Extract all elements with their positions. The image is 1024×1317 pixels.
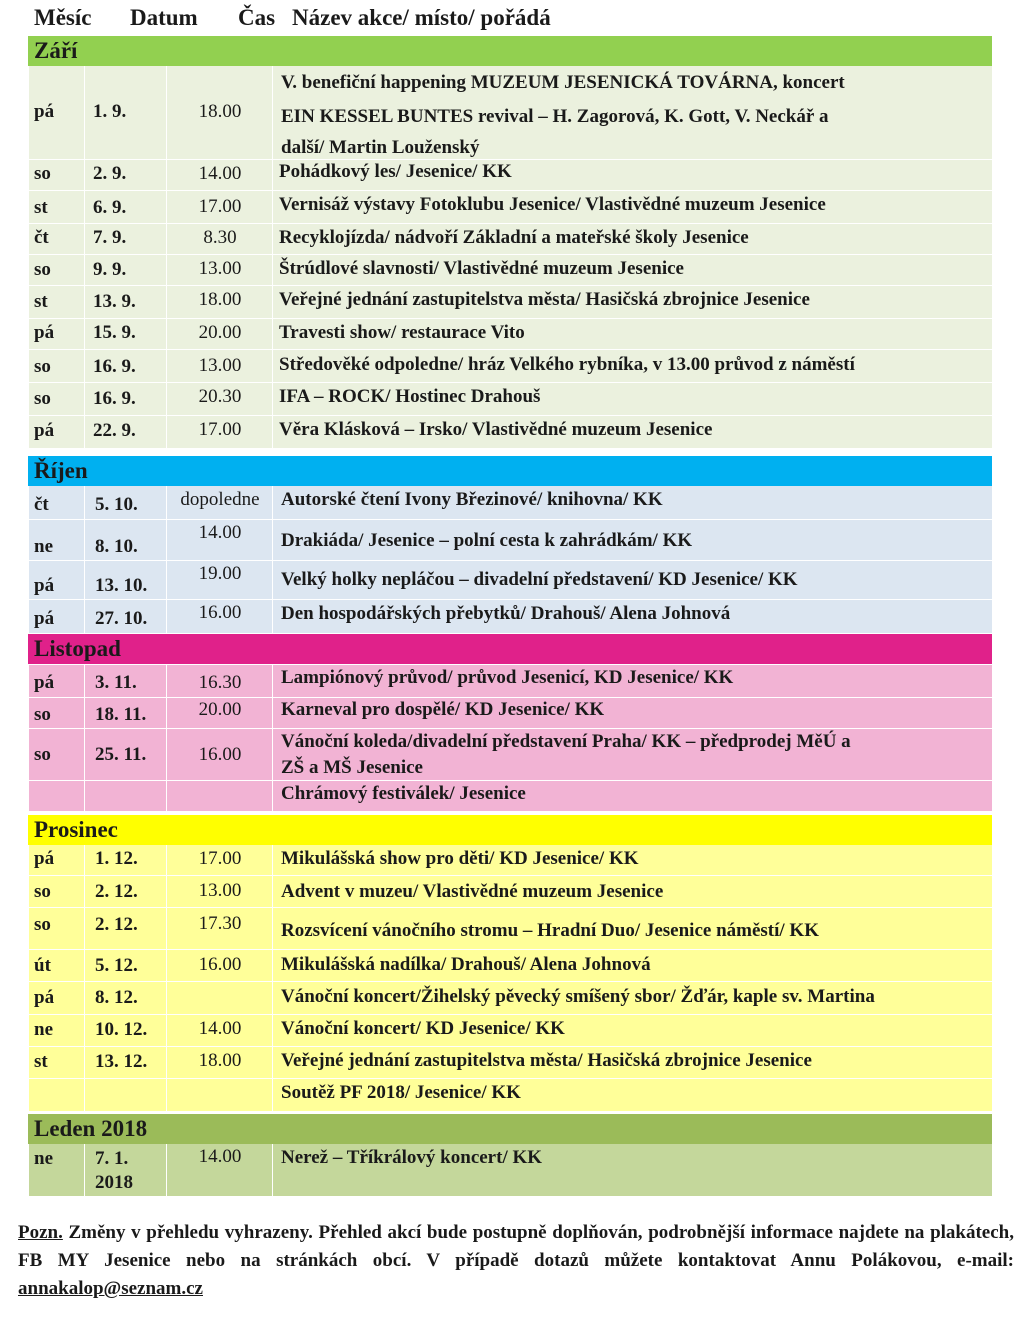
event-label: IFA – ROCK/ Hostinec Drahouš (279, 386, 541, 407)
date-label: 13. 9. (93, 291, 136, 312)
event-label: Advent v muzeu/ Vlastivědné muzeum Jesenice (281, 881, 664, 902)
event-label: Věra Klásková – Irsko/ Vlastivědné muzeum Jesenice (279, 419, 713, 440)
table-row (28, 319, 992, 349)
table-row (28, 286, 992, 318)
section-title-prosinec: Prosinec (28, 815, 992, 845)
day-label: pá (34, 575, 55, 596)
event-label: Drakiáda/ Jesenice – polní cesta k zahrádkám/ KK (281, 530, 693, 551)
date-label: 2. 9. (93, 163, 127, 184)
table-row (28, 665, 992, 697)
table-row (28, 561, 992, 599)
table-row (28, 781, 992, 811)
section-title-rijen: Říjen (28, 456, 992, 486)
table-row (28, 350, 992, 382)
date-label: 22. 9. (93, 420, 136, 441)
day-label: pá (34, 420, 55, 441)
day-label: so (34, 744, 51, 765)
day-label: so (34, 259, 51, 280)
day-label: ne (34, 1019, 53, 1040)
table-row (28, 600, 992, 633)
event-label: V. benefiční happening MUZEUM JESENICKÁ TOVÁRNA, koncert EIN KESSEL BUNTES revival – H. Zagorová, K. Gott, V. Neckář a další/ Martin Louženský (281, 72, 845, 158)
event-label: Vernisáž výstavy Fotoklubu Jesenice/ Vlastivědné muzeum Jesenice (279, 194, 826, 215)
date-year-label: 2018 (95, 1172, 133, 1193)
date-label: 16. 9. (93, 388, 136, 409)
event-label: Nerež – Tříkrálový koncert/ KK (281, 1147, 543, 1168)
event-label: Velký holky nepláčou – divadelní představení/ KD Jesenice/ KK (281, 569, 798, 590)
day-label: pá (34, 101, 55, 122)
table-row (28, 191, 992, 223)
day-label: so (34, 704, 51, 725)
time-label: 18.00 (198, 289, 242, 310)
day-label: pá (34, 608, 55, 629)
date-label: 1. 9. (93, 101, 127, 122)
time-label: 14.00 (198, 522, 242, 543)
date-label: 6. 9. (93, 197, 127, 218)
day-label: so (34, 388, 51, 409)
section-title-zari: Září (28, 36, 992, 66)
email-link[interactable]: annakalop@seznam.cz (18, 1278, 203, 1299)
event-label: Lampiónový průvod/ průvod Jesenicí, KD Jesenice/ KK (281, 667, 734, 688)
footnote-text: Změny v přehledu vyhrazeny. Přehled akcí bude postupně doplňován, podrobnější informace najdete na plakátech, FB MY Jesenice nebo na stránkách obcí. V případě dotazů můžete kontaktovat Annu Polákovou, e-mail: (18, 1222, 1014, 1271)
table-row (28, 908, 992, 949)
table-row (28, 698, 992, 728)
table-row (28, 950, 992, 981)
time-label: 18.00 (198, 101, 242, 122)
table-row (28, 876, 992, 907)
event-label: Pohádkový les/ Jesenice/ KK (279, 161, 512, 182)
day-label: čt (34, 227, 49, 248)
date-label: 15. 9. (93, 322, 136, 343)
time-label: 17.00 (198, 419, 242, 440)
day-label: ne (34, 1148, 53, 1169)
table-row (28, 1079, 992, 1111)
time-label: 19.00 (198, 563, 242, 584)
table-row (28, 729, 992, 780)
time-label: 8.30 (203, 227, 237, 248)
date-label: 1. 12. (95, 848, 138, 869)
event-label: Autorské čtení Ivony Březinové/ knihovna/ KK (281, 489, 663, 510)
table-row (28, 845, 992, 875)
time-label: 13.00 (198, 258, 242, 279)
table-row (28, 982, 992, 1014)
column-header-month: Měsíc (34, 5, 92, 30)
event-label: Mikulášská nadílka/ Drahouš/ Alena Johnová (281, 954, 651, 975)
time-label: 16.00 (198, 744, 242, 765)
time-label: 13.00 (198, 880, 242, 901)
date-label: 3. 11. (95, 672, 137, 693)
date-label: 7. 1. (95, 1148, 129, 1169)
section-title-leden: Leden 2018 (28, 1114, 992, 1144)
time-label: 20.00 (198, 322, 242, 343)
time-label: 20.30 (198, 386, 242, 407)
event-label: Vánoční koncert/ KD Jesenice/ KK (281, 1018, 565, 1039)
day-cell (28, 66, 84, 159)
event-label: Mikulášská show pro děti/ KD Jesenice/ KK (281, 848, 639, 869)
time-label: 13.00 (198, 355, 242, 376)
day-label: st (34, 291, 48, 312)
date-label: 16. 9. (93, 356, 136, 377)
time-label: 14.00 (198, 1146, 242, 1167)
day-label: pá (34, 848, 55, 869)
time-label: 17.30 (198, 913, 242, 934)
date-label: 8. 10. (95, 536, 138, 557)
date-label: 5. 12. (95, 955, 138, 976)
date-label: 9. 9. (93, 259, 127, 280)
table-row (28, 255, 992, 285)
event-cell (272, 66, 992, 159)
table-row (28, 1015, 992, 1046)
column-header-name: Název akce/ místo/ pořádá (292, 5, 551, 30)
event-label: Chrámový festiválek/ Jesenice (281, 783, 526, 804)
day-label: so (34, 881, 51, 902)
event-label: Travesti show/ restaurace Vito (279, 322, 525, 343)
table-row (28, 1047, 992, 1078)
time-label: 17.00 (198, 196, 242, 217)
day-label: so (34, 356, 51, 377)
event-label: Rozsvícení vánočního stromu – Hradní Duo/ Jesenice náměstí/ KK (281, 920, 819, 941)
day-label: so (34, 914, 51, 935)
day-label: so (34, 163, 51, 184)
date-cell (84, 66, 166, 159)
event-label: Recyklojízda/ nádvoří Základní a mateřské školy Jesenice (279, 227, 749, 248)
table-row (28, 160, 992, 190)
day-label: pá (34, 672, 55, 693)
date-label: 7. 9. (93, 227, 127, 248)
column-header-time: Čas (238, 5, 276, 30)
section-title-listopad: Listopad (28, 634, 992, 664)
time-label: 17.00 (198, 848, 242, 869)
date-label: 2. 12. (95, 881, 138, 902)
time-label: 18.00 (198, 1050, 242, 1071)
date-label: 8. 12. (95, 987, 138, 1008)
day-label: pá (34, 322, 55, 343)
event-label: Vánoční koncert/Žihelský pěvecký smíšený sbor/ Žďár, kaple sv. Martina (281, 986, 875, 1007)
table-row (28, 66, 992, 159)
table-row (28, 520, 992, 560)
table-row (28, 416, 992, 448)
event-label: Soutěž PF 2018/ Jesenice/ KK (281, 1082, 521, 1103)
table-row (28, 1144, 992, 1196)
footnote-label: Pozn. (18, 1222, 63, 1243)
event-label: Karneval pro dospělé/ KD Jesenice/ KK (281, 699, 605, 720)
event-label: Středověké odpoledne/ hráz Velkého rybníka, v 13.00 průvod z náměstí (279, 354, 855, 375)
footnote (18, 1219, 1014, 1303)
time-label: 16.30 (198, 672, 242, 693)
date-label: 10. 12. (95, 1019, 148, 1040)
day-label: ne (34, 536, 53, 557)
event-label: Den hospodářských přebytků/ Drahouš/ Alena Johnová (281, 603, 731, 624)
time-label: 16.00 (198, 602, 242, 623)
date-label: 13. 10. (95, 575, 148, 596)
time-label: 20.00 (198, 699, 242, 720)
event-label: Štrúdlové slavnosti/ Vlastivědné muzeum Jesenice (279, 258, 684, 279)
date-label: 13. 12. (95, 1051, 148, 1072)
table-row (28, 383, 992, 415)
time-label: dopoledne (180, 489, 260, 510)
day-label: st (34, 197, 48, 218)
day-label: út (34, 955, 51, 976)
date-label: 27. 10. (95, 608, 148, 629)
event-label: Vánoční koleda/divadelní představení Praha/ KK – předprodej MěÚ a ZŠ a MŠ Jesenice (281, 731, 851, 778)
time-cell (166, 66, 272, 159)
time-label: 16.00 (198, 954, 242, 975)
time-label: 14.00 (198, 163, 242, 184)
day-label: st (34, 1051, 48, 1072)
table-row (28, 486, 992, 519)
date-label: 25. 11. (95, 744, 147, 765)
time-label: 14.00 (198, 1018, 242, 1039)
day-label: čt (34, 494, 49, 515)
date-label: 5. 10. (95, 494, 138, 515)
table-row (28, 224, 992, 254)
event-label: Veřejné jednání zastupitelstva města/ Hasičská zbrojnice Jesenice (281, 1050, 812, 1071)
event-label: Veřejné jednání zastupitelstva města/ Hasičská zbrojnice Jesenice (279, 289, 810, 310)
date-label: 2. 12. (95, 914, 138, 935)
day-label: pá (34, 987, 55, 1008)
date-label: 18. 11. (95, 704, 147, 725)
column-header-date: Datum (130, 5, 198, 30)
